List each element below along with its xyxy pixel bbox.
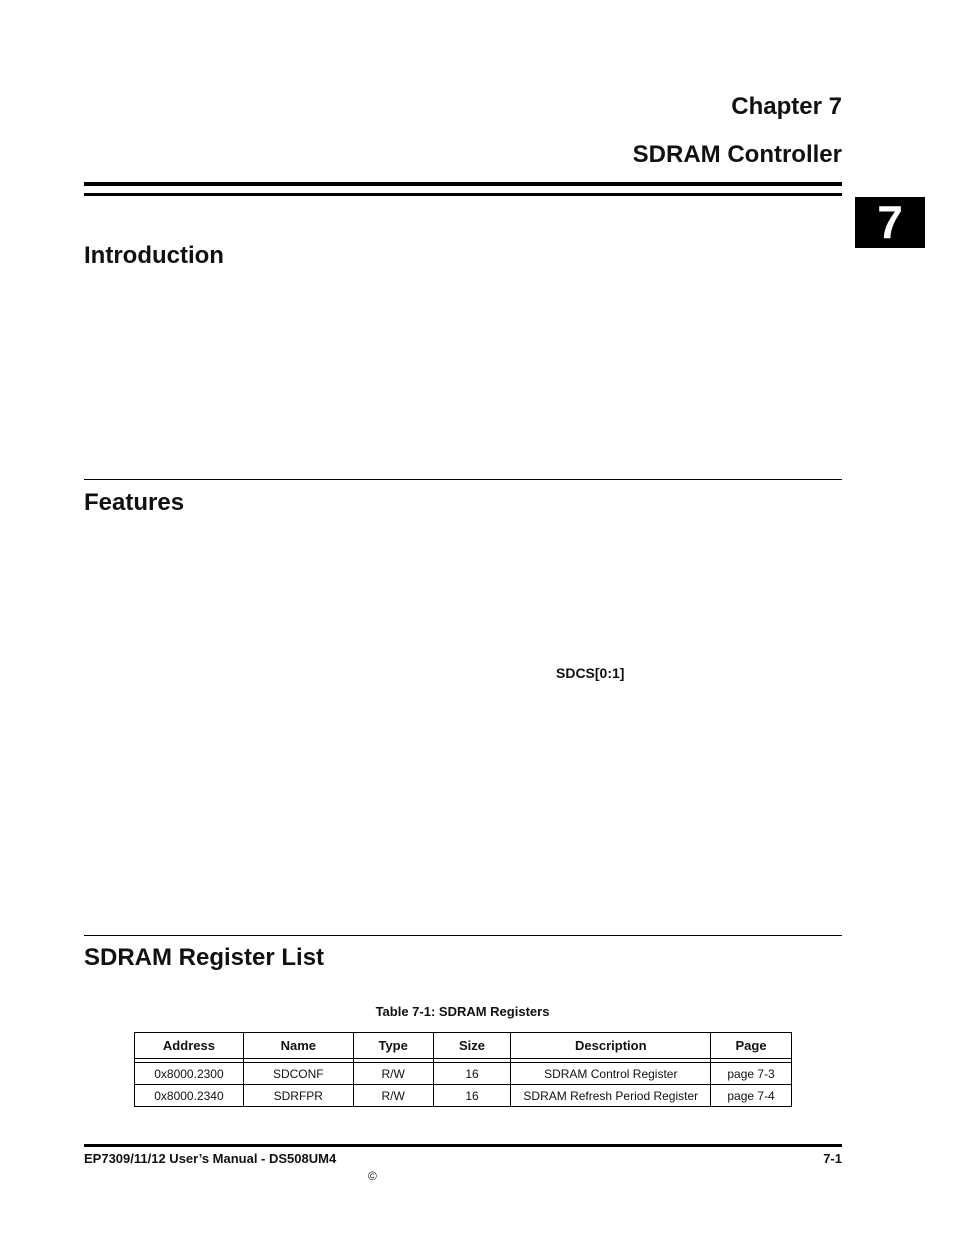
chapter-tab: 7 — [855, 197, 925, 248]
chapter-label: Chapter 7 — [731, 93, 842, 120]
footer-manual-title: EP7309/11/12 User’s Manual - DS508UM4 — [84, 1151, 337, 1166]
table-caption: Table 7-1: SDRAM Registers — [375, 1004, 550, 1019]
footer-rule — [84, 1144, 842, 1147]
chapter-title: SDRAM Controller — [632, 141, 842, 168]
table-cell: page 7-4 — [711, 1085, 792, 1107]
section-heading-features: Features — [84, 489, 185, 516]
column-header: Page — [711, 1033, 792, 1059]
signal-name: SDCS[0:1] — [556, 665, 625, 681]
table-cell: 0x8000.2340 — [135, 1085, 244, 1107]
section-heading-register-list: SDRAM Register List — [84, 944, 325, 971]
table-cell: SDRAM Control Register — [511, 1063, 711, 1085]
table-cell: R/W — [353, 1063, 433, 1085]
section-heading-introduction: Introduction — [84, 242, 224, 269]
table-cell: 16 — [433, 1085, 511, 1107]
table-cell: page 7-3 — [711, 1063, 792, 1085]
table-cell: SDRAM Refresh Period Register — [511, 1085, 711, 1107]
column-header: Name — [243, 1033, 353, 1059]
column-header: Size — [433, 1033, 511, 1059]
section-divider — [84, 935, 842, 936]
column-header: Address — [135, 1033, 244, 1059]
header-rule — [84, 193, 842, 196]
register-table — [134, 1032, 792, 1107]
copyright-symbol: © — [368, 1169, 377, 1183]
table-row — [135, 1085, 792, 1107]
footer-page-number: 7-1 — [823, 1151, 842, 1166]
table-cell: SDCONF — [243, 1063, 353, 1085]
table-cell: 16 — [433, 1063, 511, 1085]
column-header: Description — [511, 1033, 711, 1059]
column-header: Type — [353, 1033, 433, 1059]
table-cell: 0x8000.2300 — [135, 1063, 244, 1085]
table-cell: SDRFPR — [243, 1085, 353, 1107]
header-rule-thick — [84, 182, 842, 186]
table-header-row — [135, 1033, 792, 1059]
table-row — [135, 1063, 792, 1085]
section-divider — [84, 479, 842, 480]
table-cell: R/W — [353, 1085, 433, 1107]
